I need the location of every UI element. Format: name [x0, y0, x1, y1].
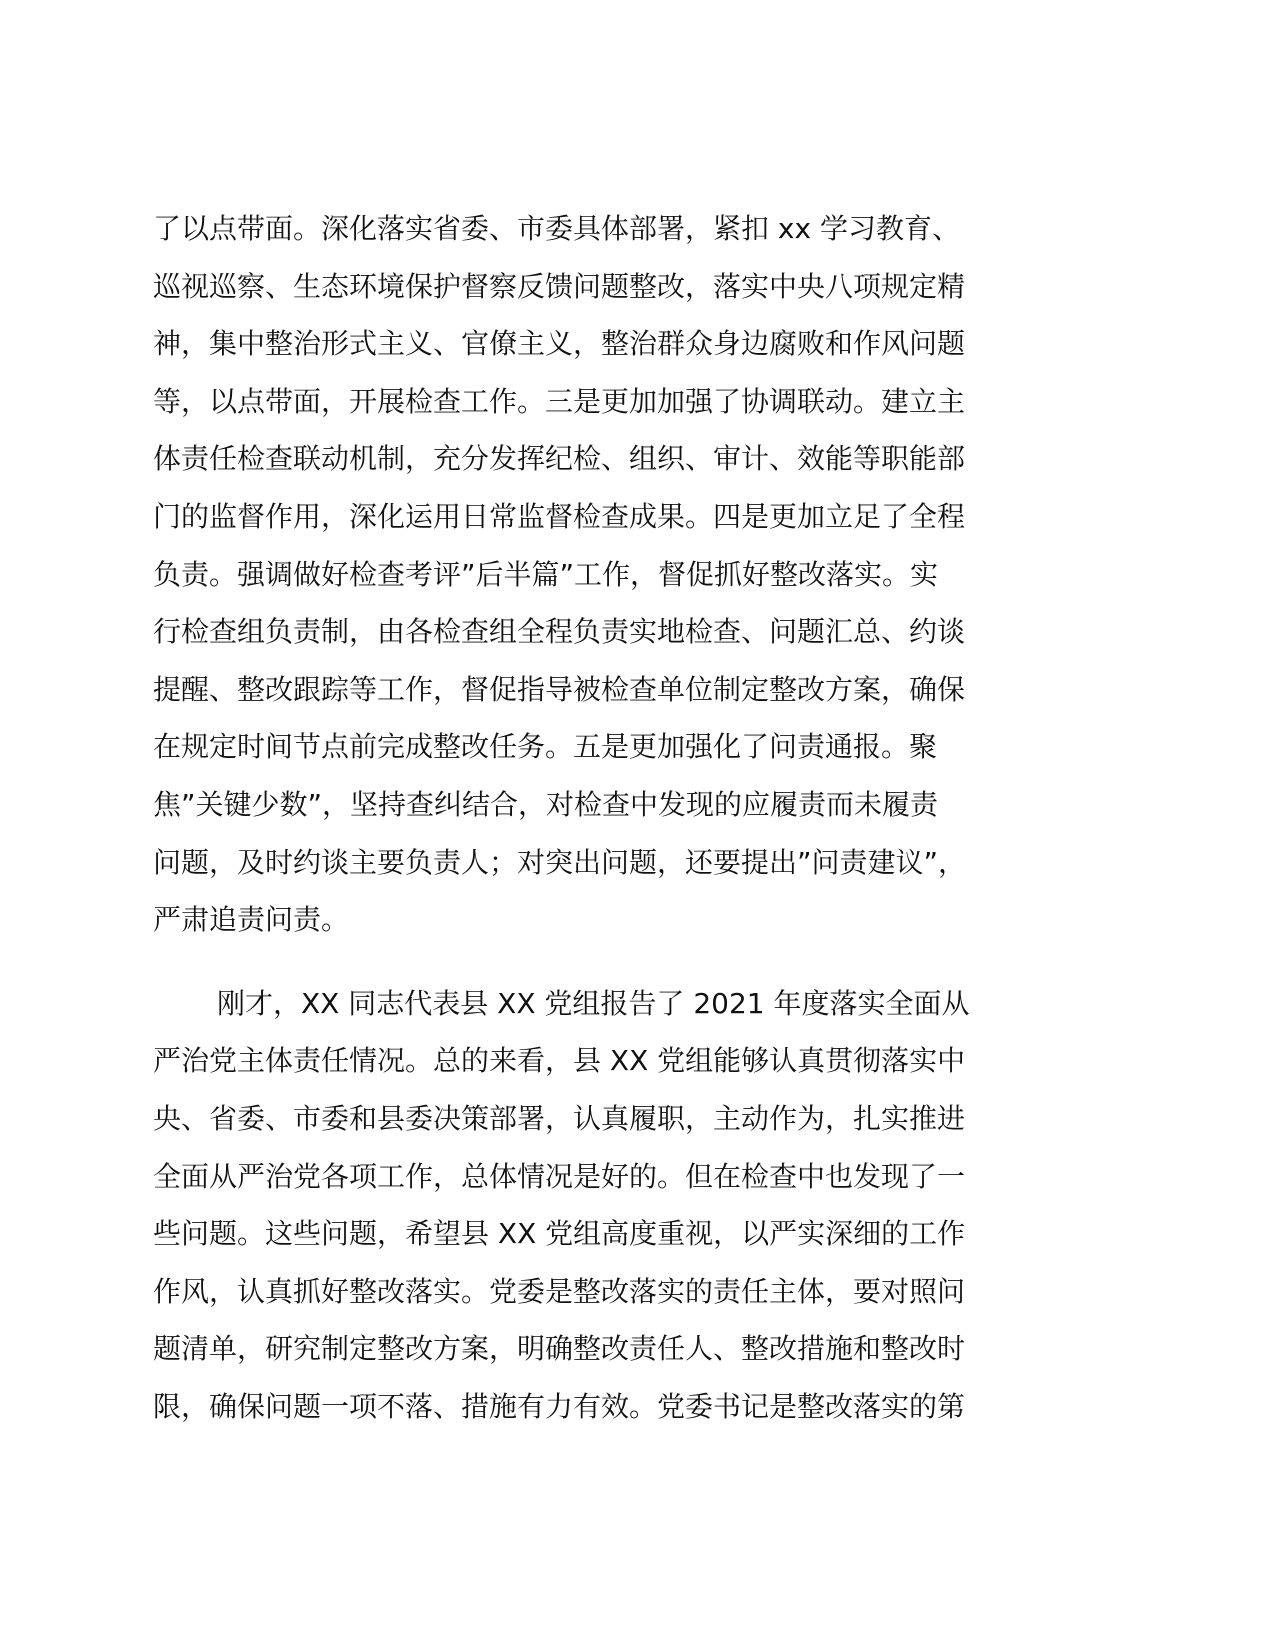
text-line: 了以点带面。深化落实省委、市委具体部署，紧扣 xx 学习教育、 [153, 212, 960, 245]
text-line: 作风，认真抓好整改落实。党委是整改落实的责任主体，要对照问 [153, 1274, 966, 1308]
document-body [153, 200, 1121, 1435]
text-line: 在规定时间节点前完成整改任务。五是更加强化了问责通报。聚 [153, 730, 938, 764]
text-line: 体责任检查联动机制，充分发挥纪检、组织、审计、效能等职能部 [153, 442, 966, 476]
paragraph [153, 975, 1121, 1436]
paragraph-continued [153, 200, 1121, 949]
text-line: 严治党主体责任情况。总的来看，县 XX 党组能够认真贯彻落实中 [153, 1044, 966, 1078]
text-line: 神，集中整治形式主义、官僚主义，整治群众身边腐败和作风问题 [153, 327, 966, 361]
text-line: 等，以点带面，开展检查工作。三是更加加强了协调联动。建立主 [153, 384, 966, 418]
text-line: 央、省委、市委和县委决策部署，认真履职，主动作为，扎实推进 [153, 1101, 966, 1135]
text-line: 门的监督作用，深化运用日常监督检查成果。四是更加立足了全程 [153, 499, 966, 533]
text-line: 全面从严治党各项工作，总体情况是好的。但在检查中也发现了一 [153, 1159, 966, 1193]
text-line: 提醒、整改跟踪等工作，督促指导被检查单位制定整改方案，确保 [153, 672, 966, 706]
text-line: 限，确保问题一项不落、措施有力有效。党委书记是整改落实的第 [153, 1389, 966, 1423]
text-line: 负责。强调做好检查考评”后半篇”工作，督促抓好整改落实。实 [153, 557, 939, 591]
text-line: 些问题。这些问题，希望县 XX 党组高度重视，以严实深细的工作 [153, 1217, 966, 1251]
paragraph-spacer [153, 949, 1121, 975]
text-line: 巡视巡察、生态环境保护督察反馈问题整改，落实中央八项规定精 [153, 269, 966, 303]
text-line: 问题，及时约谈主要负责人；对突出问题，还要提出”问责建议”， [153, 845, 967, 879]
text-line: 焦”关键少数”，坚持查纠结合，对检查中发现的应履责而未履责 [153, 787, 939, 821]
text-line: 严肃追责问责。 [153, 903, 350, 937]
text-line: 题清单，研究制定整改方案，明确整改责任人、整改措施和整改时 [153, 1332, 966, 1366]
text-line-first-indented: 刚才，XX 同志代表县 XX 党组报告了 2021 年度落实全面从 [217, 986, 970, 1020]
text-line: 行检查组负责制，由各检查组全程负责实地检查、问题汇总、约谈 [153, 615, 966, 649]
